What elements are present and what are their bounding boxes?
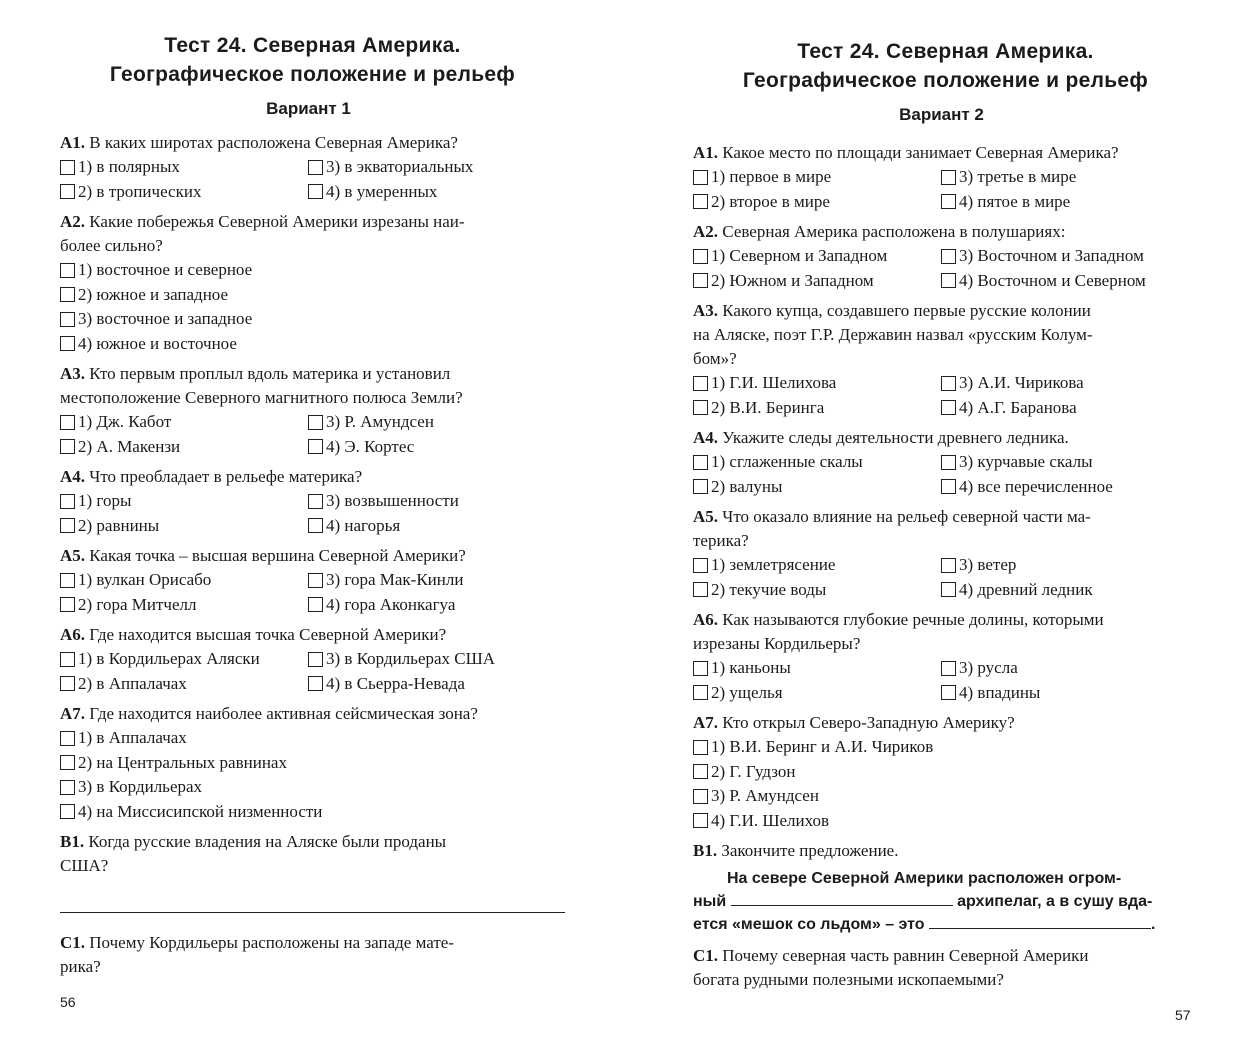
checkbox[interactable] <box>693 582 708 597</box>
question-number: А4. <box>60 467 86 486</box>
checkbox[interactable] <box>941 249 956 264</box>
answer-option[interactable] <box>60 155 308 180</box>
checkbox[interactable] <box>693 249 708 264</box>
question-number: А2. <box>693 222 719 241</box>
option-label: 2) Южном и Западном <box>711 270 874 290</box>
answer-option[interactable] <box>941 450 1198 475</box>
answer-option[interactable] <box>60 751 565 776</box>
answer-option[interactable] <box>308 410 565 435</box>
fill-text: архипелаг, а в сушу вда- <box>957 893 1153 910</box>
question-a1 <box>693 141 1198 214</box>
title-line-2: Географическое положение и рельеф <box>742 69 1149 92</box>
checkbox[interactable] <box>693 764 708 779</box>
question-text: Какие побережья Северной Америки изрезаны наи- <box>89 212 465 231</box>
variant-label: Вариант 1 <box>266 99 351 118</box>
option-label: 3) в Кордильерах <box>78 777 203 796</box>
fill-blank-2[interactable] <box>929 914 1151 929</box>
checkbox[interactable] <box>941 558 956 573</box>
answer-option[interactable] <box>308 593 565 618</box>
option-label: 1) землетрясение <box>711 555 836 574</box>
question-text: Северная Америка расположена в полушариях: <box>722 222 1066 241</box>
option-label: 1) в полярных <box>78 157 180 176</box>
answer-option[interactable] <box>693 165 941 190</box>
option-label: 3) Р. Амундсен <box>326 412 434 431</box>
question-text: Когда русские владения на Аляске были проданы <box>88 832 447 851</box>
page-number: 57 <box>1175 1007 1191 1023</box>
option-label: 4) пятое в мире <box>959 191 1071 211</box>
option-label: 1) горы <box>78 491 132 510</box>
answer-option[interactable] <box>308 514 565 539</box>
answer-option[interactable] <box>693 656 941 681</box>
answer-option[interactable] <box>693 784 1198 809</box>
checkbox[interactable] <box>693 740 708 755</box>
option-label: 2) в тропических <box>78 181 202 201</box>
page-number: 56 <box>60 994 76 1010</box>
checkbox[interactable] <box>308 439 323 454</box>
question-a3 <box>60 362 565 459</box>
option-label: 2) Г. Гудзон <box>711 761 796 781</box>
option-label: 2) равнины <box>78 515 160 535</box>
option-label: 3) в Кордильерах США <box>326 649 496 668</box>
page-title <box>60 31 565 89</box>
fill-text: ется «мешок со льдом» – это <box>693 916 925 933</box>
answer-option[interactable] <box>60 647 308 672</box>
checkbox[interactable] <box>693 813 708 828</box>
answer-option[interactable] <box>693 809 1198 834</box>
checkbox[interactable] <box>693 194 708 209</box>
option-label: 4) древний ледник <box>959 579 1093 599</box>
option-label: 3) Р. Амундсен <box>711 786 819 805</box>
question-number: А2. <box>60 212 86 231</box>
checkbox[interactable] <box>60 518 75 533</box>
checkbox[interactable] <box>941 455 956 470</box>
checkbox[interactable] <box>941 400 956 415</box>
answer-option[interactable] <box>308 435 565 460</box>
checkbox[interactable] <box>941 170 956 185</box>
option-label: 1) Дж. Кабот <box>78 412 172 431</box>
checkbox[interactable] <box>60 312 75 327</box>
option-label: 2) южное и западное <box>78 284 229 304</box>
question-number: В1. <box>693 841 718 860</box>
option-label: 3) третье в мире <box>959 167 1077 186</box>
page-right <box>693 0 1198 992</box>
question-text-cont: изрезаны Кордильеры? <box>693 634 861 653</box>
option-label: 3) курчавые скалы <box>959 452 1093 471</box>
answer-option[interactable] <box>693 371 941 396</box>
option-label: 2) А. Макензи <box>78 436 181 456</box>
question-number: А7. <box>693 713 719 732</box>
question-text: Почему Кордильеры расположены на западе мате- <box>89 933 454 952</box>
option-label: 3) восточное и западное <box>78 309 253 328</box>
question-text-cont: более сильно? <box>60 236 163 255</box>
checkbox[interactable] <box>693 170 708 185</box>
answer-option[interactable] <box>60 258 565 283</box>
checkbox[interactable] <box>308 652 323 667</box>
answer-option[interactable] <box>60 514 308 539</box>
fill-text: . <box>1151 916 1156 933</box>
checkbox[interactable] <box>60 676 75 691</box>
question-a5 <box>693 505 1198 602</box>
question-a1 <box>60 131 565 204</box>
variant-label: Вариант 2 <box>899 105 984 124</box>
answer-option[interactable] <box>941 165 1198 190</box>
checkbox[interactable] <box>693 376 708 391</box>
question-text: В каких широтах расположена Северная Америка? <box>89 133 458 152</box>
checkbox[interactable] <box>60 184 75 199</box>
question-text: Укажите следы деятельности древнего ледника. <box>722 428 1069 447</box>
checkbox[interactable] <box>60 573 75 588</box>
answer-option[interactable] <box>941 578 1198 603</box>
option-label: 4) А.Г. Баранова <box>959 397 1077 417</box>
option-label: 2) второе в мире <box>711 191 830 211</box>
option-label: 1) каньоны <box>711 658 791 677</box>
checkbox[interactable] <box>693 661 708 676</box>
checkbox[interactable] <box>60 731 75 746</box>
option-label: 1) в Аппалачах <box>78 728 187 747</box>
option-label: 1) сглаженные скалы <box>711 452 863 471</box>
question-text: Какого купца, создавшего первые русские колонии <box>722 301 1091 320</box>
answer-option[interactable] <box>60 410 308 435</box>
checkbox[interactable] <box>308 494 323 509</box>
answer-option[interactable] <box>308 489 565 514</box>
option-label: 3) в экваториальных <box>326 157 474 176</box>
question-a3 <box>693 299 1198 420</box>
checkbox[interactable] <box>60 287 75 302</box>
question-text: Кто открыл Северо-Западную Америку? <box>722 713 1015 732</box>
question-number: А3. <box>60 364 86 383</box>
checkbox[interactable] <box>308 415 323 430</box>
option-label: 2) валуны <box>711 476 783 496</box>
question-text: Что оказало влияние на рельеф северной части ма- <box>722 507 1091 526</box>
fill-in-line-3 <box>693 913 1198 936</box>
answer-option[interactable] <box>60 283 565 308</box>
answer-option[interactable] <box>941 269 1198 294</box>
fill-blank-1[interactable] <box>731 891 953 906</box>
checkbox[interactable] <box>693 455 708 470</box>
question-a7 <box>693 711 1198 833</box>
question-text: Кто первым проплыл вдоль материка и установил <box>89 364 451 383</box>
checkbox[interactable] <box>60 336 75 351</box>
checkbox[interactable] <box>941 273 956 288</box>
option-label: 1) В.И. Беринг и А.И. Чириков <box>711 737 934 756</box>
question-text: Где находится высшая точка Северной Америки? <box>89 625 447 644</box>
answer-option[interactable] <box>308 568 565 593</box>
answer-option[interactable] <box>693 396 941 421</box>
question-number: А5. <box>693 507 719 526</box>
answer-option[interactable] <box>60 332 565 357</box>
checkbox[interactable] <box>693 789 708 804</box>
question-c1 <box>60 931 565 979</box>
option-label: 1) Северном и Западном <box>711 246 888 265</box>
question-text-cont: местоположение Северного магнитного полюса Земли? <box>60 388 463 407</box>
answer-option[interactable] <box>693 190 941 215</box>
answer-option[interactable] <box>693 269 941 294</box>
option-label: 4) в умеренных <box>326 181 438 201</box>
checkbox[interactable] <box>308 160 323 175</box>
answer-option[interactable] <box>941 244 1198 269</box>
question-a6 <box>693 608 1198 705</box>
answer-option[interactable] <box>941 190 1198 215</box>
answer-option[interactable] <box>693 244 941 269</box>
question-text-cont: бом»? <box>693 349 737 368</box>
question-a7 <box>60 702 565 824</box>
option-label: 4) Восточном и Северном <box>959 270 1146 290</box>
option-label: 2) текучие воды <box>711 579 827 599</box>
question-text: Какое место по площади занимает Северная Америка? <box>722 143 1119 162</box>
option-label: 4) нагорья <box>326 515 401 535</box>
checkbox[interactable] <box>308 184 323 199</box>
option-label: 4) Э. Кортес <box>326 436 415 456</box>
question-number: С1. <box>693 946 719 965</box>
question-a2 <box>693 220 1198 293</box>
answer-option[interactable] <box>60 180 308 205</box>
question-text: Закончите предложение. <box>721 841 899 860</box>
answer-option[interactable] <box>308 155 565 180</box>
checkbox[interactable] <box>308 597 323 612</box>
question-number: А5. <box>60 546 86 565</box>
option-label: 4) на Миссисипской низменности <box>78 801 323 821</box>
checkbox[interactable] <box>60 415 75 430</box>
question-text-cont: богата рудными полезными ископаемыми? <box>693 970 1004 989</box>
checkbox[interactable] <box>308 676 323 691</box>
question-number: А1. <box>693 143 719 162</box>
title-line-2: Географическое положение и рельеф <box>109 63 516 86</box>
answer-option[interactable] <box>693 681 941 706</box>
option-label: 2) В.И. Беринга <box>711 397 825 417</box>
option-label: 4) в Сьерра-Невада <box>326 673 465 693</box>
question-text-cont: терика? <box>693 531 749 550</box>
option-label: 2) гора Митчелл <box>78 594 197 614</box>
checkbox[interactable] <box>693 479 708 494</box>
checkbox[interactable] <box>60 263 75 278</box>
question-number: А6. <box>60 625 86 644</box>
checkbox[interactable] <box>60 780 75 795</box>
checkbox[interactable] <box>693 558 708 573</box>
answer-option[interactable] <box>60 568 308 593</box>
option-label: 1) вулкан Орисабо <box>78 570 212 589</box>
checkbox[interactable] <box>60 160 75 175</box>
answer-option[interactable] <box>693 735 1198 760</box>
fill-in-line-2 <box>693 890 1198 913</box>
option-label: 3) гора Мак-Кинли <box>326 570 464 589</box>
option-label: 3) русла <box>959 658 1018 677</box>
option-label: 3) Восточном и Западном <box>959 246 1144 265</box>
option-label: 3) возвышенности <box>326 491 459 510</box>
question-a4 <box>693 426 1198 499</box>
question-number: А4. <box>693 428 719 447</box>
checkbox[interactable] <box>60 494 75 509</box>
question-text: Как называются глубокие речные долины, которыми <box>722 610 1104 629</box>
option-label: 4) впадины <box>959 682 1041 702</box>
question-text: Какая точка – высшая вершина Северной Америки? <box>89 546 466 565</box>
answer-option[interactable] <box>941 396 1198 421</box>
answer-option[interactable] <box>60 593 308 618</box>
page-left <box>60 0 565 979</box>
option-label: 1) первое в мире <box>711 167 832 186</box>
answer-option[interactable] <box>60 672 308 697</box>
question-number: В1. <box>60 832 85 851</box>
option-label: 4) Г.И. Шелихов <box>711 810 830 830</box>
question-text-cont: на Аляске, поэт Г.Р. Державин назвал «русским Колум- <box>693 325 1093 344</box>
checkbox[interactable] <box>941 685 956 700</box>
checkbox[interactable] <box>60 597 75 612</box>
answer-option[interactable] <box>693 578 941 603</box>
answer-option[interactable] <box>308 180 565 205</box>
option-label: 1) восточное и северное <box>78 260 253 279</box>
question-a2 <box>60 210 565 356</box>
answer-option[interactable] <box>941 656 1198 681</box>
option-label: 3) А.И. Чирикова <box>959 373 1084 392</box>
fill-text: ный <box>693 893 727 910</box>
answer-option[interactable] <box>693 760 1198 785</box>
checkbox[interactable] <box>941 376 956 391</box>
checkbox[interactable] <box>693 685 708 700</box>
checkbox[interactable] <box>60 652 75 667</box>
checkbox[interactable] <box>60 755 75 770</box>
option-label: 1) в Кордильерах Аляски <box>78 649 260 668</box>
question-a5 <box>60 544 565 617</box>
checkbox[interactable] <box>941 661 956 676</box>
title-line-1: Тест 24. Северная Америка. <box>797 40 1094 63</box>
title-line-1: Тест 24. Северная Америка. <box>164 34 461 57</box>
question-b1 <box>693 839 1198 936</box>
question-number: А7. <box>60 704 86 723</box>
question-text-cont: рика? <box>60 957 101 976</box>
checkbox[interactable] <box>60 439 75 454</box>
answer-option[interactable] <box>941 681 1198 706</box>
option-label: 4) гора Аконкагуа <box>326 594 456 614</box>
option-label: 4) южное и восточное <box>78 333 237 353</box>
question-text-cont: США? <box>60 856 109 875</box>
question-text: Почему северная часть равнин Северной Америки <box>722 946 1089 965</box>
answer-option[interactable] <box>693 475 941 500</box>
question-number: А3. <box>693 301 719 320</box>
answer-option[interactable] <box>60 489 308 514</box>
checkbox[interactable] <box>941 479 956 494</box>
checkbox[interactable] <box>693 273 708 288</box>
question-text: Что преобладает в рельефе материка? <box>89 467 363 486</box>
option-label: 1) Г.И. Шелихова <box>711 373 837 392</box>
checkbox[interactable] <box>308 573 323 588</box>
answer-option[interactable] <box>941 371 1198 396</box>
option-label: 2) на Центральных равнинах <box>78 752 287 772</box>
question-number: А6. <box>693 610 719 629</box>
question-number: А1. <box>60 133 86 152</box>
answer-option[interactable] <box>941 475 1198 500</box>
answer-option[interactable] <box>60 435 308 460</box>
answer-option[interactable] <box>60 775 565 800</box>
question-c1 <box>693 944 1198 992</box>
answer-option[interactable] <box>693 553 941 578</box>
answer-option[interactable] <box>60 800 565 825</box>
checkbox[interactable] <box>60 804 75 819</box>
answer-option[interactable] <box>693 450 941 475</box>
answer-option[interactable] <box>60 307 565 332</box>
answer-option[interactable] <box>308 647 565 672</box>
page-title <box>693 37 1198 95</box>
checkbox[interactable] <box>941 194 956 209</box>
answer-option[interactable] <box>60 726 565 751</box>
question-number: С1. <box>60 933 86 952</box>
option-label: 2) в Аппалачах <box>78 673 187 693</box>
answer-option[interactable] <box>941 553 1198 578</box>
fill-in-line-1: На севере Северной Америки расположен огром- <box>727 870 1122 887</box>
question-b1 <box>60 830 565 913</box>
question-a4 <box>60 465 565 538</box>
option-label: 2) ущелья <box>711 682 783 702</box>
question-text: Где находится наиболее активная сейсмическая зона? <box>89 704 478 723</box>
option-label: 3) ветер <box>959 555 1017 574</box>
checkbox[interactable] <box>693 400 708 415</box>
answer-option[interactable] <box>308 672 565 697</box>
checkbox[interactable] <box>308 518 323 533</box>
checkbox[interactable] <box>941 582 956 597</box>
answer-line[interactable] <box>60 912 565 913</box>
question-a6 <box>60 623 565 696</box>
option-label: 4) все перечисленное <box>959 476 1113 496</box>
